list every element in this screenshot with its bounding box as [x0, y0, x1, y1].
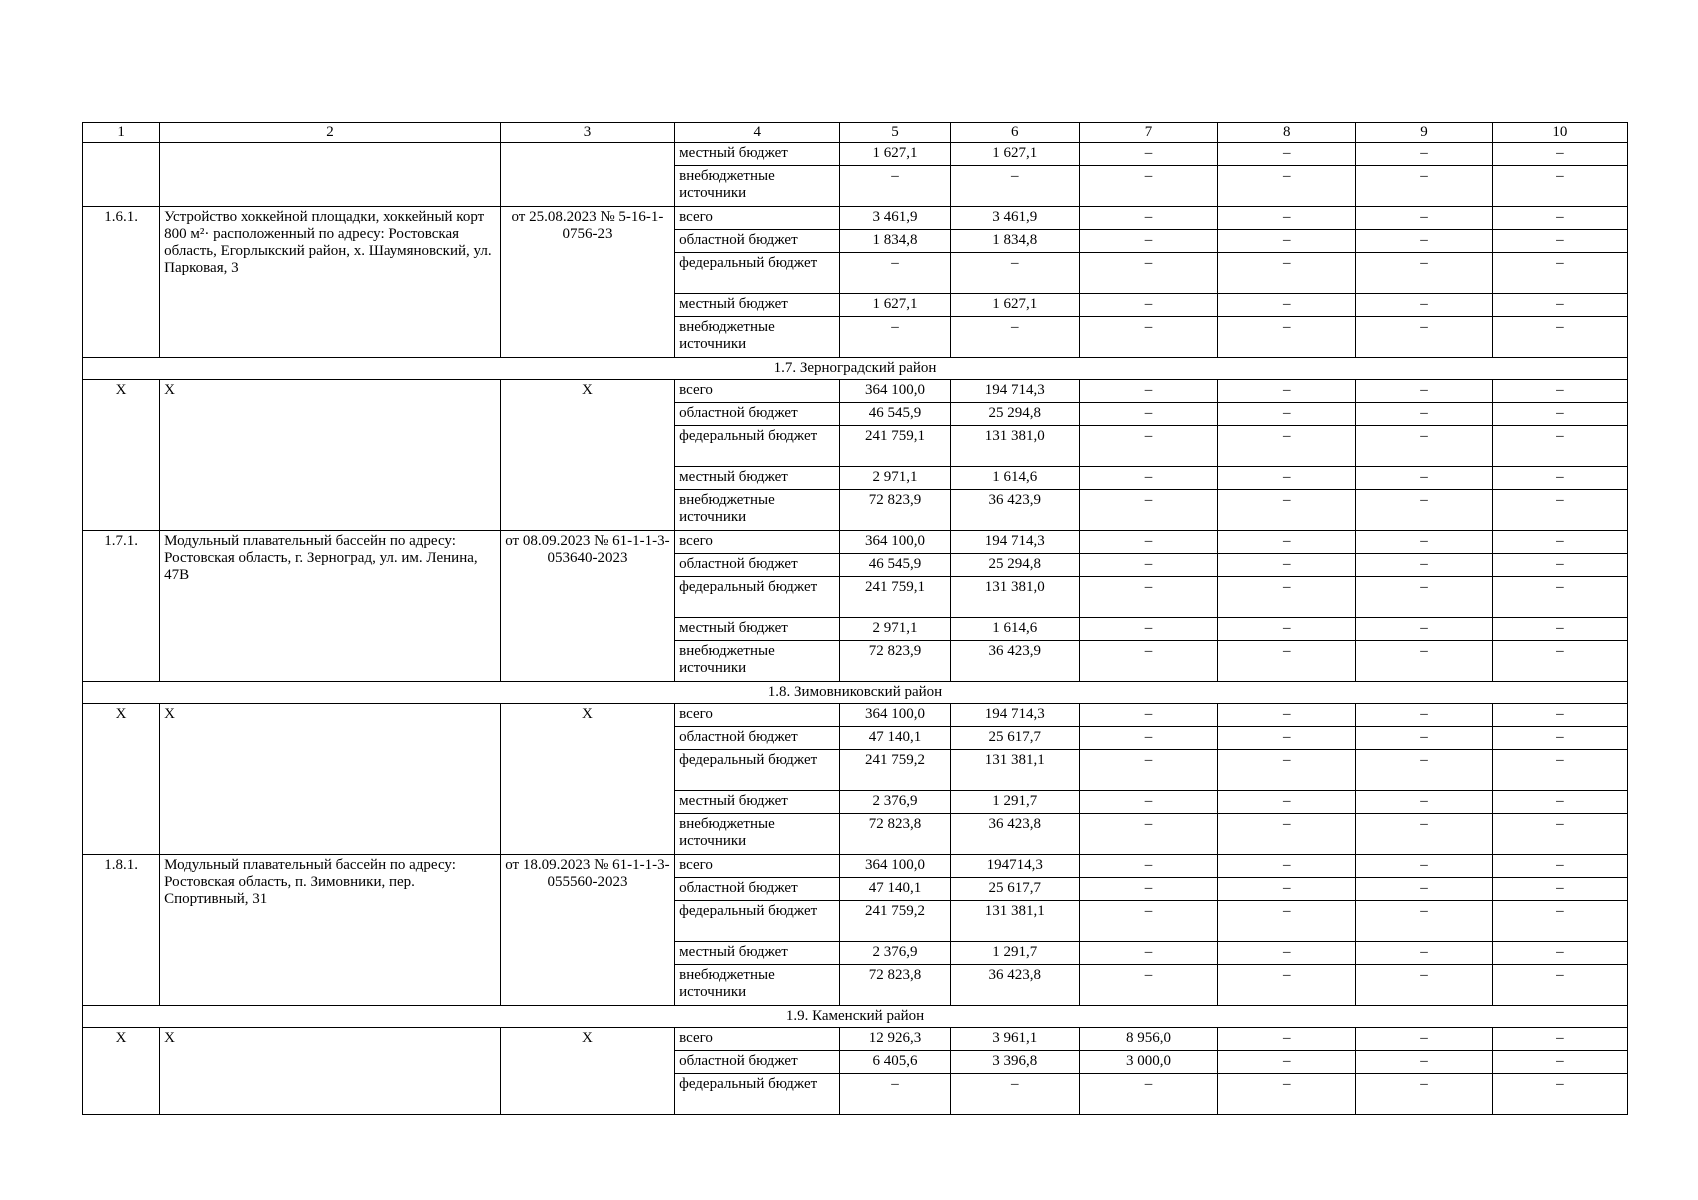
value-cell: – — [1492, 641, 1627, 682]
source-label: внебюджетные источники — [675, 814, 840, 855]
source-label: внебюджетные источники — [675, 490, 840, 531]
column-number: 10 — [1492, 123, 1627, 143]
value-cell: – — [1492, 380, 1627, 403]
value-cell: – — [1218, 230, 1356, 253]
value-cell: 194 714,3 — [950, 531, 1079, 554]
source-label: областной бюджет — [675, 403, 840, 426]
value-cell: – — [1218, 855, 1356, 878]
value-cell: – — [1079, 704, 1217, 727]
value-cell: – — [1079, 554, 1217, 577]
value-cell: – — [1492, 253, 1627, 294]
value-cell: – — [1492, 704, 1627, 727]
value-cell: 1 614,6 — [950, 467, 1079, 490]
source-label: местный бюджет — [675, 791, 840, 814]
value-cell: – — [1492, 294, 1627, 317]
value-cell: – — [840, 253, 950, 294]
value-cell: 36 423,9 — [950, 641, 1079, 682]
value-cell: – — [1356, 294, 1492, 317]
value-cell: 3 000,0 — [1079, 1051, 1217, 1074]
value-cell: – — [1356, 750, 1492, 791]
num-cell — [83, 143, 160, 207]
value-cell: – — [1079, 426, 1217, 467]
value-cell: 3 961,1 — [950, 1028, 1079, 1051]
value-cell: – — [1079, 577, 1217, 618]
value-cell: – — [1356, 942, 1492, 965]
doc-cell — [500, 143, 674, 207]
value-cell: – — [950, 253, 1079, 294]
source-label: федеральный бюджет — [675, 577, 840, 618]
value-cell: – — [1492, 901, 1627, 942]
value-cell: – — [1492, 531, 1627, 554]
source-label: всего — [675, 207, 840, 230]
value-cell: – — [1492, 426, 1627, 467]
value-cell: – — [1218, 1074, 1356, 1115]
value-cell: – — [1218, 317, 1356, 358]
table-row — [83, 380, 1628, 403]
value-cell: 194 714,3 — [950, 380, 1079, 403]
source-label: внебюджетные источники — [675, 965, 840, 1006]
value-cell: – — [1079, 855, 1217, 878]
value-cell: – — [1492, 855, 1627, 878]
value-cell: 25 294,8 — [950, 554, 1079, 577]
value-cell: 131 381,0 — [950, 577, 1079, 618]
value-cell: – — [1079, 814, 1217, 855]
value-cell: – — [1356, 618, 1492, 641]
value-cell: – — [1079, 317, 1217, 358]
source-label: местный бюджет — [675, 942, 840, 965]
value-cell: – — [1492, 554, 1627, 577]
value-cell: – — [1079, 901, 1217, 942]
value-cell: – — [1079, 942, 1217, 965]
value-cell: 2 971,1 — [840, 467, 950, 490]
column-number: 4 — [675, 123, 840, 143]
value-cell: – — [1079, 294, 1217, 317]
item-number: 1.7.1. — [83, 531, 160, 682]
value-cell: 72 823,8 — [840, 965, 950, 1006]
value-cell: – — [1218, 1051, 1356, 1074]
value-cell: – — [1492, 878, 1627, 901]
item-name: Модульный плавательный бассейн по адресу: Ростовская область, п. Зимовники, пер. Спортивный, 31 — [160, 855, 501, 1006]
value-cell: – — [840, 1074, 950, 1115]
value-cell: – — [1492, 814, 1627, 855]
source-label: местный бюджет — [675, 618, 840, 641]
source-label: внебюджетные источники — [675, 166, 840, 207]
section-row — [83, 358, 1628, 380]
value-cell: – — [1218, 901, 1356, 942]
value-cell: 241 759,1 — [840, 577, 950, 618]
source-label: внебюджетные источники — [675, 641, 840, 682]
value-cell: – — [1356, 727, 1492, 750]
value-cell: – — [1492, 143, 1627, 166]
value-cell: – — [1079, 641, 1217, 682]
value-cell: – — [1218, 426, 1356, 467]
source-label: областной бюджет — [675, 727, 840, 750]
value-cell: 1 291,7 — [950, 791, 1079, 814]
value-cell: 1 627,1 — [950, 143, 1079, 166]
value-cell: 131 381,0 — [950, 426, 1079, 467]
value-cell: 1 834,8 — [840, 230, 950, 253]
value-cell: 36 423,9 — [950, 490, 1079, 531]
item-name: X — [160, 704, 501, 855]
value-cell: – — [1356, 878, 1492, 901]
value-cell: 131 381,1 — [950, 750, 1079, 791]
value-cell: – — [1218, 143, 1356, 166]
value-cell: – — [1079, 380, 1217, 403]
value-cell: – — [1492, 965, 1627, 1006]
value-cell: 1 627,1 — [950, 294, 1079, 317]
table-row — [83, 704, 1628, 727]
value-cell: 2 971,1 — [840, 618, 950, 641]
item-document: от 08.09.2023 № 61-1-1-3-053640-2023 — [500, 531, 674, 682]
value-cell: – — [1356, 253, 1492, 294]
value-cell: – — [1492, 942, 1627, 965]
column-number: 5 — [840, 123, 950, 143]
value-cell: – — [1356, 965, 1492, 1006]
value-cell: – — [1356, 403, 1492, 426]
source-label: всего — [675, 380, 840, 403]
value-cell: – — [1492, 1028, 1627, 1051]
value-cell: – — [1492, 403, 1627, 426]
item-document: от 18.09.2023 № 61-1-1-3-055560-2023 — [500, 855, 674, 1006]
value-cell: – — [1356, 531, 1492, 554]
value-cell: – — [1218, 750, 1356, 791]
value-cell: – — [1356, 704, 1492, 727]
value-cell: – — [1079, 791, 1217, 814]
item-document: от 25.08.2023 № 5-16-1-0756-23 — [500, 207, 674, 358]
value-cell: – — [1492, 207, 1627, 230]
value-cell: – — [1079, 531, 1217, 554]
value-cell: – — [1492, 467, 1627, 490]
table-row — [83, 855, 1628, 878]
value-cell: – — [1218, 791, 1356, 814]
value-cell: – — [1492, 750, 1627, 791]
column-number: 1 — [83, 123, 160, 143]
item-document: X — [500, 704, 674, 855]
value-cell: 194714,3 — [950, 855, 1079, 878]
value-cell: – — [1218, 704, 1356, 727]
value-cell: 25 617,7 — [950, 878, 1079, 901]
value-cell: – — [1492, 317, 1627, 358]
value-cell: – — [1356, 207, 1492, 230]
table-row — [83, 531, 1628, 554]
value-cell: – — [950, 1074, 1079, 1115]
value-cell: – — [1492, 1074, 1627, 1115]
source-label: внебюджетные источники — [675, 317, 840, 358]
value-cell: – — [1079, 1074, 1217, 1115]
value-cell: 8 956,0 — [1079, 1028, 1217, 1051]
value-cell: – — [1356, 166, 1492, 207]
section-row — [83, 682, 1628, 704]
source-label: федеральный бюджет — [675, 253, 840, 294]
value-cell: – — [1356, 1074, 1492, 1115]
value-cell: – — [1356, 554, 1492, 577]
value-cell: – — [1218, 554, 1356, 577]
section-title: 1.7. Зерноградский район — [83, 358, 1628, 380]
source-label: всего — [675, 531, 840, 554]
value-cell: – — [1356, 380, 1492, 403]
value-cell: 2 376,9 — [840, 942, 950, 965]
source-label: областной бюджет — [675, 1051, 840, 1074]
item-document: X — [500, 380, 674, 531]
value-cell: 36 423,8 — [950, 965, 1079, 1006]
column-number: 6 — [950, 123, 1079, 143]
value-cell: 1 834,8 — [950, 230, 1079, 253]
value-cell: 2 376,9 — [840, 791, 950, 814]
value-cell: 364 100,0 — [840, 704, 950, 727]
value-cell: 241 759,2 — [840, 901, 950, 942]
value-cell: – — [840, 166, 950, 207]
source-label: областной бюджет — [675, 554, 840, 577]
source-label: федеральный бюджет — [675, 901, 840, 942]
value-cell: – — [1218, 814, 1356, 855]
value-cell: – — [1492, 166, 1627, 207]
value-cell: 364 100,0 — [840, 380, 950, 403]
value-cell: – — [1356, 901, 1492, 942]
value-cell: – — [1079, 965, 1217, 1006]
source-label: всего — [675, 704, 840, 727]
value-cell: – — [1079, 230, 1217, 253]
value-cell: 3 396,8 — [950, 1051, 1079, 1074]
value-cell: – — [1218, 207, 1356, 230]
value-cell: – — [950, 317, 1079, 358]
source-label: всего — [675, 1028, 840, 1051]
value-cell: – — [1079, 727, 1217, 750]
value-cell: – — [1218, 878, 1356, 901]
value-cell: – — [1218, 1028, 1356, 1051]
column-number: 2 — [160, 123, 501, 143]
item-document: X — [500, 1028, 674, 1115]
value-cell: – — [1356, 467, 1492, 490]
value-cell: 3 461,9 — [950, 207, 1079, 230]
source-label: местный бюджет — [675, 143, 840, 166]
value-cell: – — [1079, 750, 1217, 791]
value-cell: 194 714,3 — [950, 704, 1079, 727]
source-label: федеральный бюджет — [675, 750, 840, 791]
item-number: X — [83, 1028, 160, 1115]
value-cell: 131 381,1 — [950, 901, 1079, 942]
item-number: 1.8.1. — [83, 855, 160, 1006]
value-cell: – — [1492, 577, 1627, 618]
value-cell: – — [1079, 143, 1217, 166]
value-cell: – — [1492, 791, 1627, 814]
value-cell: 47 140,1 — [840, 727, 950, 750]
column-number: 9 — [1356, 123, 1492, 143]
value-cell: 6 405,6 — [840, 1051, 950, 1074]
value-cell: – — [1356, 791, 1492, 814]
value-cell: – — [1218, 577, 1356, 618]
budget-table — [82, 122, 1628, 1115]
value-cell: – — [1356, 490, 1492, 531]
column-number: 8 — [1218, 123, 1356, 143]
value-cell: – — [1218, 253, 1356, 294]
source-label: федеральный бюджет — [675, 426, 840, 467]
value-cell: – — [1218, 467, 1356, 490]
value-cell: 364 100,0 — [840, 531, 950, 554]
value-cell: – — [1079, 490, 1217, 531]
source-label: всего — [675, 855, 840, 878]
item-number: X — [83, 704, 160, 855]
value-cell: – — [1356, 230, 1492, 253]
column-number: 3 — [500, 123, 674, 143]
value-cell: – — [1218, 403, 1356, 426]
value-cell: – — [1492, 618, 1627, 641]
value-cell: 25 617,7 — [950, 727, 1079, 750]
value-cell: – — [1218, 531, 1356, 554]
value-cell: 241 759,1 — [840, 426, 950, 467]
value-cell: 47 140,1 — [840, 878, 950, 901]
item-name: Устройство хоккейной площадки, хоккейный корт 800 м²· расположенный по адресу: Ростовская область, Егорлыкский район, х. Шаумяновский, ул. Парковая, 3 — [160, 207, 501, 358]
item-name: X — [160, 1028, 501, 1115]
item-number: X — [83, 380, 160, 531]
value-cell: – — [1356, 1051, 1492, 1074]
value-cell: – — [1492, 1051, 1627, 1074]
value-cell: – — [1079, 403, 1217, 426]
source-label: федеральный бюджет — [675, 1074, 840, 1115]
value-cell: – — [1218, 942, 1356, 965]
value-cell: – — [1356, 143, 1492, 166]
value-cell: – — [950, 166, 1079, 207]
value-cell: – — [1492, 230, 1627, 253]
source-label: местный бюджет — [675, 294, 840, 317]
header-row — [83, 123, 1628, 143]
value-cell: – — [1218, 490, 1356, 531]
value-cell: – — [1356, 855, 1492, 878]
value-cell: – — [1492, 727, 1627, 750]
value-cell: 241 759,2 — [840, 750, 950, 791]
value-cell: – — [1218, 294, 1356, 317]
table-row — [83, 207, 1628, 230]
value-cell: – — [840, 317, 950, 358]
value-cell: 3 461,9 — [840, 207, 950, 230]
item-number: 1.6.1. — [83, 207, 160, 358]
value-cell: 1 291,7 — [950, 942, 1079, 965]
value-cell: 72 823,9 — [840, 641, 950, 682]
value-cell: 12 926,3 — [840, 1028, 950, 1051]
value-cell: – — [1356, 426, 1492, 467]
section-row — [83, 1006, 1628, 1028]
table-row — [83, 143, 1628, 166]
value-cell: – — [1356, 577, 1492, 618]
value-cell: 46 545,9 — [840, 403, 950, 426]
value-cell: – — [1218, 618, 1356, 641]
value-cell: – — [1218, 727, 1356, 750]
value-cell: – — [1356, 814, 1492, 855]
value-cell: 46 545,9 — [840, 554, 950, 577]
value-cell: – — [1218, 166, 1356, 207]
value-cell: 72 823,9 — [840, 490, 950, 531]
value-cell: 1 627,1 — [840, 294, 950, 317]
value-cell: – — [1079, 618, 1217, 641]
value-cell: – — [1079, 253, 1217, 294]
value-cell: – — [1079, 166, 1217, 207]
value-cell: – — [1079, 207, 1217, 230]
section-title: 1.9. Каменский район — [83, 1006, 1628, 1028]
section-title: 1.8. Зимовниковский район — [83, 682, 1628, 704]
value-cell: 25 294,8 — [950, 403, 1079, 426]
table-row — [83, 1028, 1628, 1051]
value-cell: 36 423,8 — [950, 814, 1079, 855]
value-cell: – — [1356, 317, 1492, 358]
value-cell: – — [1492, 490, 1627, 531]
value-cell: 364 100,0 — [840, 855, 950, 878]
name-cell — [160, 143, 501, 207]
value-cell: – — [1356, 1028, 1492, 1051]
value-cell: – — [1218, 965, 1356, 1006]
item-name: Модульный плавательный бассейн по адресу: Ростовская область, г. Зерноград, ул. им. Ленина, 47В — [160, 531, 501, 682]
value-cell: 1 614,6 — [950, 618, 1079, 641]
value-cell: 72 823,8 — [840, 814, 950, 855]
column-number: 7 — [1079, 123, 1217, 143]
source-label: областной бюджет — [675, 230, 840, 253]
value-cell: 1 627,1 — [840, 143, 950, 166]
source-label: местный бюджет — [675, 467, 840, 490]
value-cell: – — [1356, 641, 1492, 682]
item-name: X — [160, 380, 501, 531]
source-label: областной бюджет — [675, 878, 840, 901]
value-cell: – — [1079, 878, 1217, 901]
value-cell: – — [1079, 467, 1217, 490]
value-cell: – — [1218, 641, 1356, 682]
value-cell: – — [1218, 380, 1356, 403]
